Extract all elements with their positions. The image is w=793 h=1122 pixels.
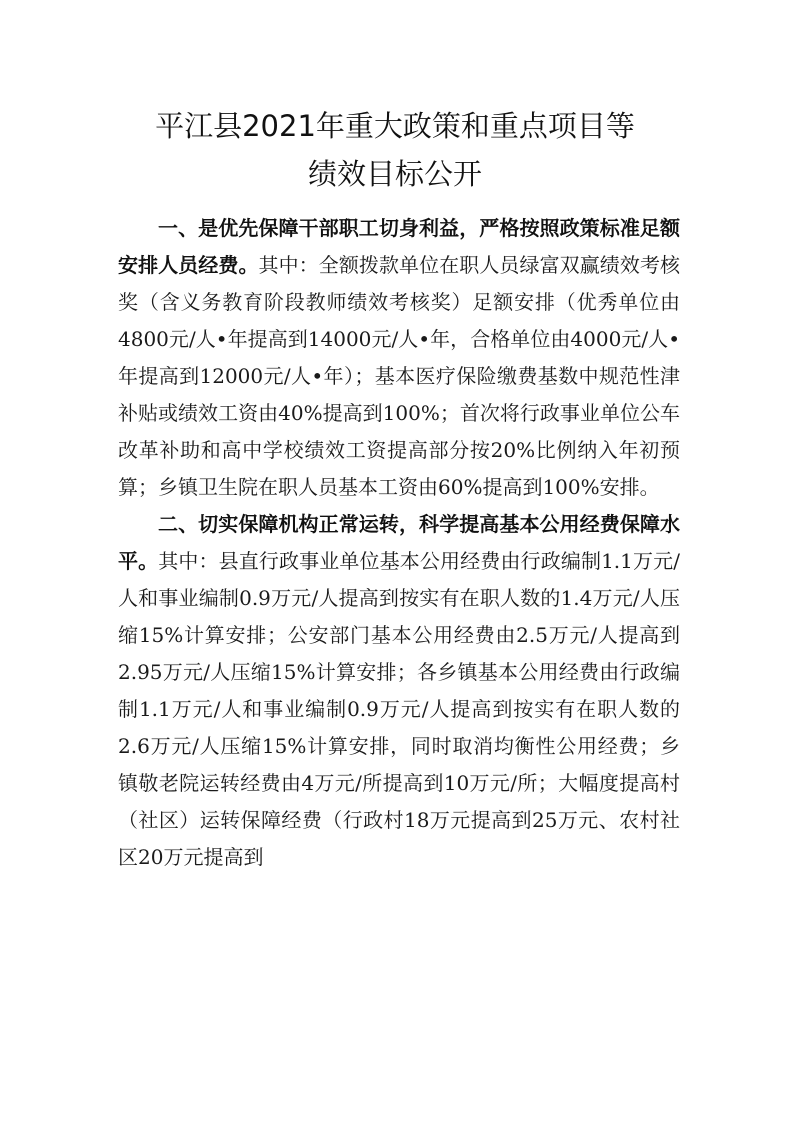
document-body — [118, 210, 680, 876]
paragraph-2-text: 其中：县直行政事业单位基本公用经费由行政编制1.1万元/人和事业编制0.9万元/人提高到按实有在职人数的1.4万元/人压缩15%计算安排；公安部门基本公用经费由2.5万元/人提高到2.95万元/人压缩15%计算安排；各乡镇基本公用经费由行政编制1.1万元/人和事业编制0.9万元/人提高到按实有在职人数的2.6万元/人压缩15%计算安排，同时取消均衡性公用经费；乡镇敬老院运转经费由4万元/所提高到10万元/所；大幅度提高村（社区）运转保障经费（行政村18万元提高到25万元、农村社区20万元提高到 — [118, 549, 681, 869]
paragraph-2-heading: 二、切实保障机构正常运转，科学提高基本公用经费保障水平。 — [118, 512, 680, 573]
paragraph-1 — [118, 210, 680, 506]
paragraph-2 — [118, 506, 680, 876]
document-title — [100, 102, 690, 198]
paragraph-1-text: 其中：全额拨款单位在职人员绿富双赢绩效考核奖（含义务教育阶段教师绩效考核奖）足额安排（优秀单位由4800元/人•年提高到14000元/人•年，合格单位由4000元/人•年提高到12000元/人•年）；基本医疗保险缴费基数中规范性津补贴或绩效工资由40%提高到100%；首次将行政事业单位公车改革补助和高中学校绩效工资提高部分按20%比例纳入年初预算；乡镇卫生院在职人员基本工资由60%提高到100%安排。 — [118, 253, 681, 499]
paragraph-1-heading: 一、是优先保障干部职工切身利益，严格按照政策标准足额安排人员经费。 — [118, 216, 680, 277]
title-line-2: 绩效目标公开 — [307, 157, 482, 191]
title-line-1: 平江县2021年重大政策和重点项目等 — [155, 109, 635, 143]
